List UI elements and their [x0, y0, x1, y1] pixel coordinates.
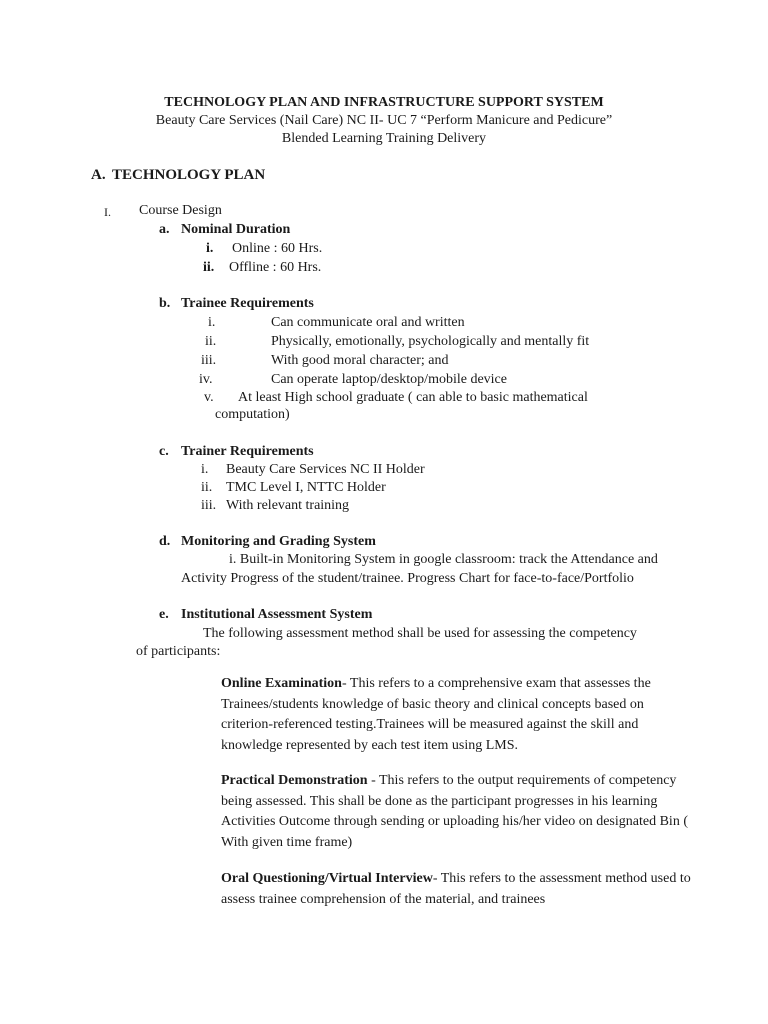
trainee-marker: b.: [159, 296, 171, 311]
monitoring-heading: Monitoring and Grading System: [181, 534, 376, 549]
method-term: Online Examination: [221, 676, 342, 691]
assessment-method-oral-questioning: [221, 869, 691, 910]
trainer-heading: Trainer Requirements: [181, 444, 314, 459]
nominal-item-marker: i.: [206, 241, 214, 256]
document-title: TECHNOLOGY PLAN AND INFRASTRUCTURE SUPPORT SYSTEM: [164, 95, 604, 110]
trainee-item-marker: i.: [208, 315, 216, 330]
monitoring-text: i. Built-in Monitoring System in google classroom: track the Attendance and: [229, 552, 658, 567]
trainee-item-marker: iv.: [199, 372, 213, 387]
trainee-item: Can operate laptop/desktop/mobile device: [271, 372, 507, 387]
trainee-item-marker: ii.: [205, 334, 217, 349]
nominal-item-marker: ii.: [203, 260, 215, 275]
method-separator: -: [432, 871, 441, 886]
method-description: This refers to a comprehensive exam that assesses the Trainees/students knowledge of basic theory and clinical concepts based on criterion-referenced testing.Trainees will be measured against the skill and knowledge represented by each test item using LMS.: [221, 676, 651, 753]
trainee-item: At least High school graduate ( can able to basic mathematical: [238, 390, 588, 405]
method-term: Practical Demonstration: [221, 773, 368, 788]
trainee-item: With good moral character; and: [271, 353, 449, 368]
trainer-item: Beauty Care Services NC II Holder: [226, 462, 425, 477]
trainee-item: Physically, emotionally, psychologically and mentally fit: [271, 334, 590, 349]
method-description: This refers to the assessment method used to assess trainee comprehension of the material, and trainees: [221, 871, 691, 907]
method-term: Oral Questioning/Virtual Interview: [221, 871, 433, 886]
trainee-heading: Trainee Requirements: [181, 296, 314, 311]
assessment-intro: The following assessment method shall be used for assessing the competency: [203, 626, 637, 641]
trainer-item: With relevant training: [226, 498, 350, 513]
nominal-heading: Nominal Duration: [181, 222, 291, 237]
section-a-heading: TECHNOLOGY PLAN: [112, 167, 266, 183]
course-design-label: Course Design: [139, 203, 222, 218]
nominal-marker: a.: [159, 222, 170, 237]
monitoring-marker: d.: [159, 534, 171, 549]
assessment-method-practical-demo: [221, 771, 691, 853]
monitoring-text: Activity Progress of the student/trainee. Progress Chart for face-to-face/Portfolio: [181, 571, 634, 586]
method-description: This refers to the output requirements of competency being assessed. This shall be done as the participant progresses in his learning Activities Outcome through sending or uploading his/her video on designated Bin ( With given time frame): [221, 773, 688, 850]
trainer-item-marker: i.: [201, 462, 209, 477]
trainer-marker: c.: [159, 444, 169, 459]
assessment-heading: Institutional Assessment System: [181, 607, 373, 622]
trainer-item: TMC Level I, NTTC Holder: [226, 480, 386, 495]
trainer-item-marker: ii.: [201, 480, 213, 495]
course-design-marker: I.: [104, 205, 111, 219]
document-subtitle: Beauty Care Services (Nail Care) NC II- UC 7 “Perform Manicure and Pedicure”: [155, 113, 613, 128]
trainee-item-continuation: computation): [215, 407, 290, 422]
nominal-item: Offline : 60 Hrs.: [229, 260, 322, 275]
assessment-intro: of participants:: [136, 644, 221, 659]
assessment-method-online-exam: [221, 674, 691, 756]
nominal-item: Online : 60 Hrs.: [232, 241, 323, 256]
trainee-item: Can communicate oral and written: [271, 315, 465, 330]
trainee-item-marker: v.: [204, 390, 214, 405]
trainer-item-marker: iii.: [201, 498, 217, 513]
section-a-marker: A.: [91, 167, 106, 183]
trainee-item-marker: iii.: [201, 353, 217, 368]
assessment-marker: e.: [159, 607, 169, 622]
document-subtitle-delivery: Blended Learning Training Delivery: [281, 131, 487, 146]
method-separator: -: [341, 676, 350, 691]
method-separator: -: [367, 773, 379, 788]
